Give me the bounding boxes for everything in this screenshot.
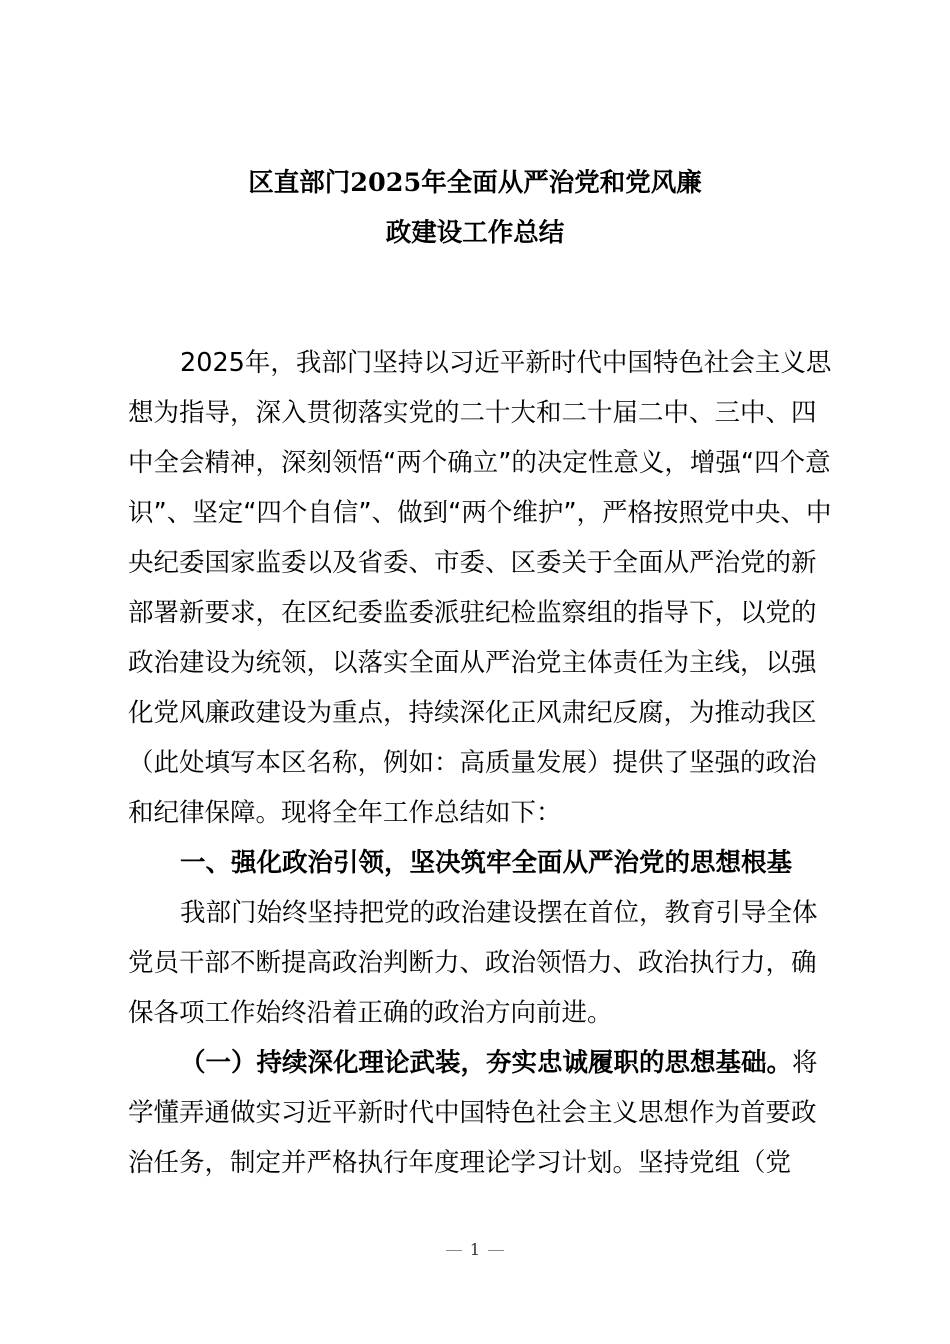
paragraph-line: 想为指导，深入贯彻落实党的二十大和二十届二中、三中、四 — [128, 398, 817, 428]
paragraph-line: 保各项工作始终沿着正确的政治方向前进。 — [128, 998, 613, 1028]
paragraph-line: 和纪律保障。现将全年工作总结如下： — [128, 798, 562, 828]
paragraph-line: 党员干部不断提高政治判断力、政治领悟力、政治执行力，确 — [128, 948, 817, 978]
paragraph-line: 我部门始终坚持把党的政治建设摆在首位，教育引导全体 — [180, 898, 818, 928]
subsection-first-line — [128, 1038, 822, 1088]
paragraph-line: 学懂弄通做实习近平新时代中国特色社会主义思想作为首要政 — [128, 1098, 817, 1128]
page-footer — [0, 1240, 950, 1259]
document-body — [128, 338, 832, 1188]
paragraph-line: 政治建设为统领，以落实全面从严治党主体责任为主线，以强 — [128, 648, 817, 678]
paragraph-line: （此处填写本区名称，例如：高质量发展）提供了坚强的政治 — [128, 748, 817, 778]
subsection-1-paragraph — [128, 1038, 822, 1188]
section-1-paragraph — [128, 888, 822, 1038]
paragraph-line: 治任务，制定并严格执行年度理论学习计划。坚持党组（党 — [128, 1148, 792, 1178]
paragraph-line: 中全会精神，深刻领悟“两个确立”的决定性意义，增强“四个意 — [128, 448, 831, 478]
footer-dash-left — [446, 1250, 462, 1251]
page-number: 1 — [469, 1240, 481, 1259]
title-line-1: 区直部门2025年全面从严治党和党风廉 — [248, 168, 702, 198]
subsection-text-start: 将 — [792, 1048, 818, 1078]
subsection-heading-1: （一）持续深化理论武装，夯实忠诚履职的思想基础。 — [180, 1048, 793, 1078]
document-title — [128, 158, 822, 258]
paragraph-line: 央纪委国家监委以及省委、市委、区委关于全面从严治党的新 — [128, 548, 817, 578]
section-heading-1: 一、强化政治引领，坚决筑牢全面从严治党的思想根基 — [180, 848, 793, 878]
title-line-2: 政建设工作总结 — [385, 218, 565, 248]
intro-paragraph — [128, 338, 832, 838]
paragraph-line: 识”、坚定“四个自信”、做到“两个维护”，严格按照党中央、中 — [128, 498, 832, 528]
paragraph-line: 化党风廉政建设为重点，持续深化正风肃纪反腐，为推动我区 — [128, 698, 817, 728]
paragraph-line: 部署新要求，在区纪委监委派驻纪检监察组的指导下，以党的 — [128, 598, 817, 628]
footer-dash-right — [488, 1250, 504, 1251]
paragraph-line: 2025年，我部门坚持以习近平新时代中国特色社会主义思 — [180, 348, 832, 378]
